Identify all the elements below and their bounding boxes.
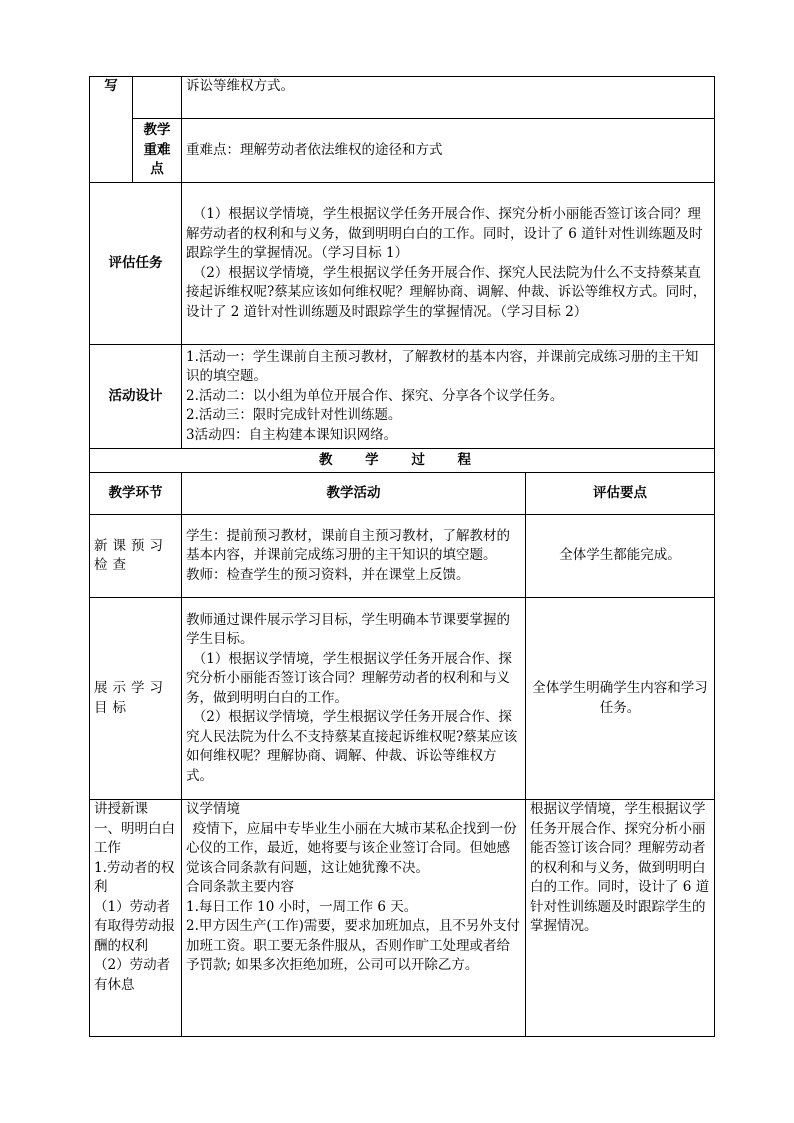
assessment-label: 评估任务: [90, 183, 182, 345]
assessment-text: [182, 183, 715, 345]
activity-item: 3活动四：自主构建本课知识网络。: [186, 426, 398, 443]
write-label: 写: [104, 78, 118, 94]
stage-preview: 新课预习检查: [90, 515, 182, 598]
assessment-p1: （1）根据议学情境，学生根据议学任务开展合作、探究分析小丽能否签订该合同？理解劳动者的权利和与义务，做到明明白白的工作。同时，设计了 6 道针对性训练题及时跟踪学生的掌握情况。（学习目标 1）: [186, 206, 703, 261]
method-text: 诉讼等维权方式。: [182, 77, 715, 119]
key-point-label: 教学 重难 点: [133, 119, 182, 183]
stage-new-lesson: 讲授新课 一、明明白白工作 1.劳动者的权利 （1）劳动者有取得劳动报酬的权利 （2）劳动者有休息: [90, 800, 182, 1037]
assessment-p2: （2）根据议学情境，学生根据议学任务开展合作、探究人民法院为什么不支持蔡某直接起诉维权呢?蔡某应该如何维权呢？理解协商、调解、仲裁、诉讼等维权方式。同时，设计了 2 道针对性训练题及时跟踪学生的掌握情况。（学习目标 2）: [186, 264, 707, 320]
write-label-cell: [90, 77, 133, 183]
activity-item: 2.活动二：以小组为单位开展合作、探究、分享各个议学任务。: [186, 387, 564, 404]
activity-item: 2.活动三：限时完成针对性训练题。: [186, 407, 402, 424]
activity-item: 1.活动一：学生课前自主预习教材，了解教材的基本内容，并课前完成练习册的主干知识的填空题。: [186, 348, 699, 385]
header-eval: 评估要点: [526, 473, 715, 515]
header-stage: 教学环节: [90, 473, 182, 515]
eval-new-lesson: 根据议学情境，学生根据议学任务开展合作、探究分析小丽能否签订该合同？理解劳动者的权利和与义务，做到明明白白的工作。同时，设计了 6 道针对性训练题及时跟踪学生的掌握情况。: [526, 800, 715, 1037]
eval-preview: 全体学生都能完成。: [526, 515, 715, 598]
activity-new-lesson: 议学情境 疫情下，应届中专毕业生小丽在大城市某私企找到一份心仪的工作，最近，她将要与该企业签订合同。但她感觉该合同条款有问题，这让她犹豫不决。 合同条款主要内容 1.每日工作 10 小时，一周工作 6 天。 2.甲方因生产(工作)需要，要求加班加点，且不另外支付加班工资。职工要无条件服从，否则作旷工处理或者给予罚款; 如果多次拒绝加班，公司可以开除乙方。: [182, 800, 526, 1037]
activity-list: [182, 345, 715, 449]
lesson-plan-table: [89, 76, 715, 1037]
key-point-text: 重难点：理解劳动者依法维权的途径和方式: [182, 119, 715, 183]
header-activity: 教学活动: [182, 473, 526, 515]
empty-cell: [133, 77, 182, 119]
activity-label: 活动设计: [90, 345, 182, 449]
activity-goals: 教师通过课件展示学习目标，学生明确本节课要掌握的学生目标。 （1）根据议学情境，学生根据议学任务开展合作、探究分析小丽能否签订该合同？理解劳动者的权利和与义务，做到明明白白的工作。 （2）根据议学情境，学生根据议学任务开展合作、探究人民法院为什么不支持蔡某直接起诉维权呢?蔡某应该如何维权呢？理解协商、调解、仲裁、诉讼等维权方式。: [182, 598, 526, 800]
stage-goals: 展示学习目标: [90, 598, 182, 800]
activity-preview: 学生：提前预习教材，课前自主预习教材，了解教材的基本内容，并课前完成练习册的主干知识的填空题。 教师：检查学生的预习资料，并在课堂上反馈。: [182, 515, 526, 598]
eval-goals: 全体学生明确学生内容和学习任务。: [526, 598, 715, 800]
process-title: 教 学 过 程: [90, 449, 715, 473]
